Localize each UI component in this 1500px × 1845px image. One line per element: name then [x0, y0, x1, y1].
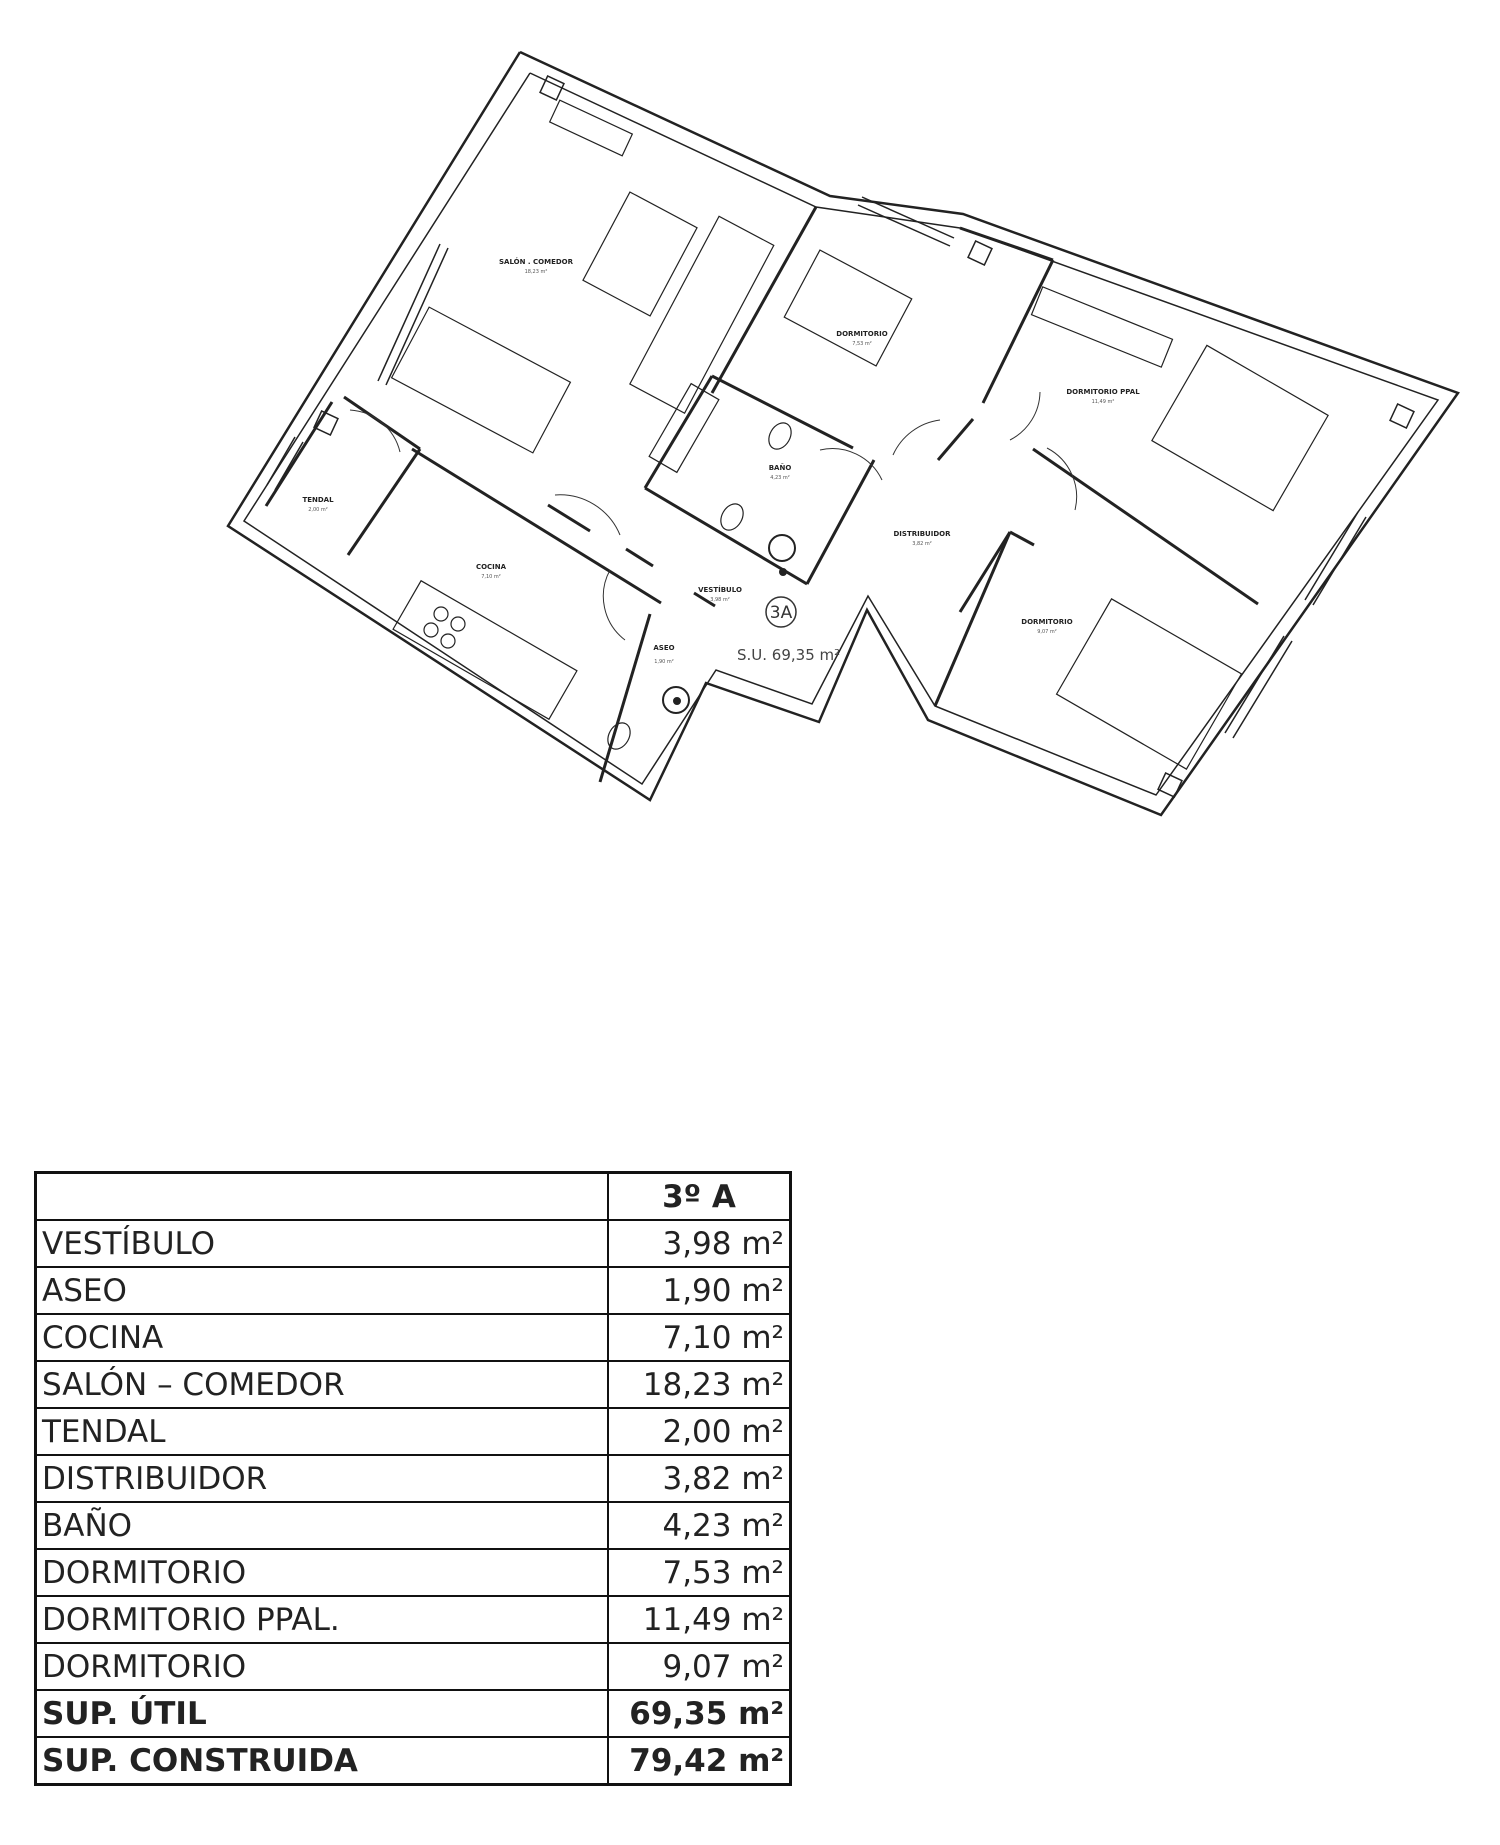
room-area: 2,00 m² — [608, 1408, 791, 1455]
room-area: 11,49 m² — [608, 1596, 791, 1643]
unit-id-label: 3A — [769, 603, 793, 623]
table-row — [36, 1455, 791, 1502]
exterior-walls — [228, 52, 1458, 815]
table-row — [36, 1361, 791, 1408]
room-area-distribuidor: 3,82 m² — [912, 541, 932, 547]
room-label-bano: BAÑO — [768, 464, 792, 472]
room-name: DORMITORIO PPAL. — [36, 1596, 609, 1643]
room-name: ASEO — [36, 1267, 609, 1314]
table-row — [36, 1502, 791, 1549]
room-area: 1,90 m² — [608, 1267, 791, 1314]
room-area-cocina: 7,10 m² — [481, 574, 501, 580]
room-area-dormitorio-ppal: 11,49 m² — [1091, 399, 1115, 405]
total-row-built — [36, 1737, 791, 1785]
room-label-dormitorio-ppal: DORMITORIO PPAL — [1066, 388, 1140, 396]
room-area: 3,82 m² — [608, 1455, 791, 1502]
room-label-vestibulo: VESTÍBULO — [698, 586, 742, 594]
room-name: DORMITORIO — [36, 1643, 609, 1690]
room-area: 7,53 m² — [608, 1549, 791, 1596]
area-table — [34, 1171, 792, 1786]
table-row — [36, 1220, 791, 1267]
room-name: DORMITORIO — [36, 1549, 609, 1596]
room-area-tendal: 2,00 m² — [308, 507, 328, 513]
room-name: VESTÍBULO — [36, 1220, 609, 1267]
room-area: 18,23 m² — [608, 1361, 791, 1408]
total-value: 79,42 m² — [608, 1737, 791, 1785]
total-label: SUP. CONSTRUIDA — [36, 1737, 609, 1785]
room-name: TENDAL — [36, 1408, 609, 1455]
room-area-bano: 4,23 m² — [770, 475, 790, 481]
room-area-aseo: 1,90 m² — [654, 659, 674, 665]
room-name: SALÓN – COMEDOR — [36, 1361, 609, 1408]
room-name: DISTRIBUIDOR — [36, 1455, 609, 1502]
room-label-cocina: COCINA — [475, 563, 507, 571]
unit-header: 3º A — [608, 1173, 791, 1221]
room-name: BAÑO — [36, 1502, 609, 1549]
room-label-dormitorio-2: DORMITORIO — [1021, 618, 1073, 626]
room-area-salon: 18,23 m² — [524, 269, 548, 275]
room-label-dormitorio-1: DORMITORIO — [836, 330, 888, 338]
table-row — [36, 1643, 791, 1690]
room-area: 9,07 m² — [608, 1643, 791, 1690]
table-row — [36, 1408, 791, 1455]
room-label-tendal: TENDAL — [302, 496, 334, 504]
room-area: 3,98 m² — [608, 1220, 791, 1267]
header-blank-cell — [36, 1173, 609, 1221]
table-row — [36, 1596, 791, 1643]
room-area-dormitorio-1: 7,53 m² — [852, 341, 872, 347]
room-area-vestibulo: 3,98 m² — [710, 597, 730, 603]
interior-walls — [266, 207, 1258, 782]
room-label-distribuidor: DISTRIBUIDOR — [893, 530, 951, 538]
room-label-salon: SALÓN . COMEDOR — [499, 258, 573, 266]
room-label-aseo: ASEO — [653, 644, 675, 652]
room-name: COCINA — [36, 1314, 609, 1361]
total-value: 69,35 m² — [608, 1690, 791, 1737]
table-row — [36, 1267, 791, 1314]
basins — [663, 535, 795, 713]
total-label: SUP. ÚTIL — [36, 1690, 609, 1737]
room-area-dormitorio-2: 9,07 m² — [1037, 629, 1057, 635]
floor-plan — [0, 0, 1500, 840]
table-row — [36, 1549, 791, 1596]
table-header-row — [36, 1173, 791, 1221]
table-row — [36, 1314, 791, 1361]
room-area: 7,10 m² — [608, 1314, 791, 1361]
total-row-usable — [36, 1690, 791, 1737]
usable-area-label: S.U. 69,35 m² — [737, 646, 841, 664]
stove — [424, 607, 465, 648]
room-area: 4,23 m² — [608, 1502, 791, 1549]
